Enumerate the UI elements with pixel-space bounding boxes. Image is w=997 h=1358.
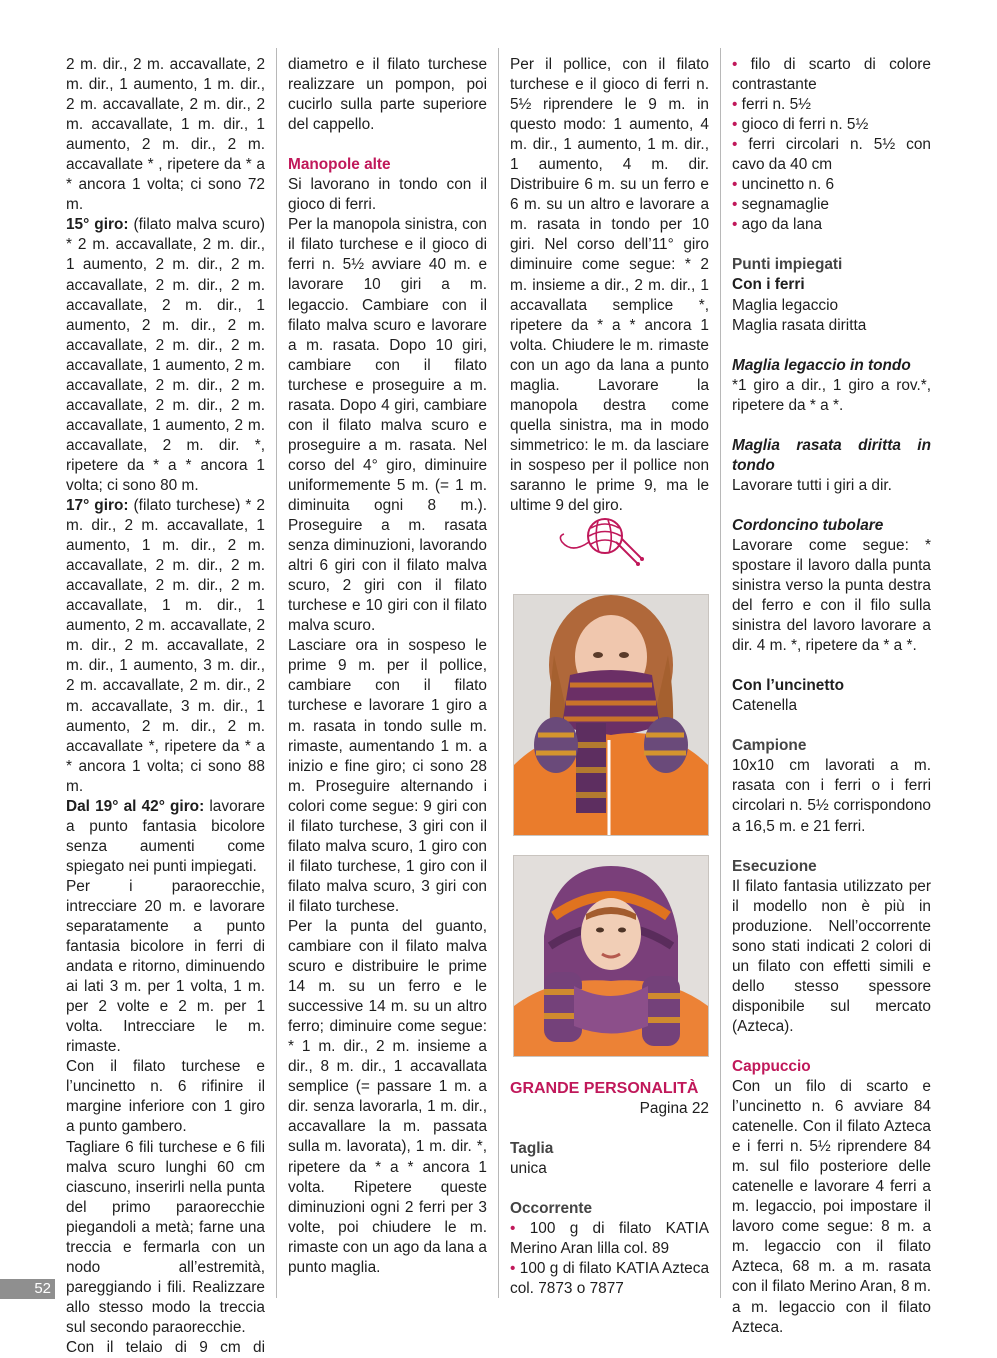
text-column-1 xyxy=(66,55,265,1358)
paragraph: Si lavorano in tondo con il gioco di ferri. xyxy=(288,176,487,214)
paragraph: Per la manopola sinistra, con il filato turchese e il gioco di ferri n. 5½ avviare 40 m. e lavorare 10 giri a m. legaccio. Cambiare con il filato malva scuro e lavorare a m. rasata. Dopo 10 giri, cambiare con il filato turchese e proseguire a m. rasata. Dopo 4 giri, cambiare con il filato malva scuro e proseguire a m. rasata. Nel corso del 4° giro, diminuire uniformemente 5 m. (= 1 m. diminuita ogni 8 m.). Proseguire a m. rasata senza diminuzioni, lavorando altri 6 giri con il filato malva scuro, 2 giri con il filato turchese e 10 giri con il filato malva scuro. xyxy=(288,216,487,635)
paragraph: Con un filo di scarto e l’uncinetto n. 6 avviare 84 catenelle. Con il filato Azteca e i ferri n. 5½ riprendere 84 m. sul filo posteriore delle catenelle e lavorare 4 ferri a m. legaccio, poi impostare il lavoro come segue: 8 m. a m. legaccio con il filato Azteca, 68 m. a m. rasata con il filato Merino Aran, 8 m. a m. legaccio con il filato Azteca. xyxy=(732,1078,931,1336)
paragraph: Per la punta del guanto, cambiare con il filato malva scuro e distribuire le prime 14 m. su un ferro e le successive 14 m. su un altro ferro; diminuire come segue: * 1 m. dir., 2 m. insieme a dir., 8 m. dir., 1 accavallata semplice (= passare 1 m. a dir. senza lavorarla, 1 m. dir., accavallare la m. passata sulla m. lavorata), 1 m. dir. *, ripetere da * a * ancora 1 volta. Ripetere queste diminuzioni ogni 2 ferri per 3 volte, poi chiudere le m. rimaste con un ago da lana a punto maglia. xyxy=(288,917,487,1276)
section-heading: Esecuzione xyxy=(732,857,817,875)
product-photo-hood xyxy=(513,855,709,1057)
stitch-heading: Maglia legaccio in tondo xyxy=(732,356,911,374)
section-heading: Occorrente xyxy=(510,1200,593,1218)
yarn-ball-icon xyxy=(558,512,644,568)
list-item: • gioco di ferri n. 5½ xyxy=(732,115,931,135)
paragraph: unica xyxy=(510,1160,547,1178)
section-heading: Taglia xyxy=(510,1140,554,1158)
paragraph-text: lavorare a punto fantasia bicolore senza aumenti come spiegato nei punti impiegati. xyxy=(66,797,265,875)
stitch-heading: Maglia rasata diritta in tondo xyxy=(732,436,931,474)
pattern-title: GRANDE PERSONALITÀ xyxy=(510,1080,699,1097)
text-column-3 xyxy=(510,55,709,516)
paragraph-text: (filato turchese) * 2 m. dir., 2 m. accavallate, 1 aumento, 1 m. dir., 2 m. accavallate, 2 m. dir., 2 m. accavallate, 2 m. dir., 2 m. accavallate, 1 m. dir., 1 aumento, 2 m. accavallate, 2 m. dir., 2 m. accavallate, 2 m. dir., 1 aumento, 3 m. dir., 2 m. accavallate, 2 m. dir., 2 m. accavallate, 3 m. dir., 1 aumento, 2 m. dir., 2 m. accavallate *, ripetere da * a * ancora 1 volta; ci sono 88 m. xyxy=(66,497,265,795)
section-heading: Campione xyxy=(732,737,807,755)
text-column-2 xyxy=(288,55,487,1278)
section-heading: Manopole alte xyxy=(288,156,391,174)
page-number: 52 xyxy=(0,1279,55,1299)
paragraph: Catenella xyxy=(732,697,798,715)
column-divider xyxy=(720,48,721,1298)
list-item: Maglia legaccio xyxy=(732,296,839,314)
paragraph: Con il telaio di 9 cm di xyxy=(66,1339,265,1356)
section-heading: Cappuccio xyxy=(732,1057,811,1075)
product-photo-scarf-mittens xyxy=(513,594,709,836)
paragraph: Il filato fantasia utilizzato per il modello non è più in produzione. Nell’occorrente sono stati indicati 2 colori di un filato con effetti simili e dello stesso spessore disponibile sul mercato (Azteca). xyxy=(732,877,931,1035)
list-item: • ferri circolari n. 5½ con cavo da 40 cm xyxy=(732,135,931,175)
stitch-heading: Cordoncino tubolare xyxy=(732,516,884,534)
text-column-4 xyxy=(732,55,931,1338)
list-item: • 100 g di filato KATIA Azteca col. 7873 o 7877 xyxy=(510,1259,709,1299)
paragraph: Per il pollice, con il filato turchese e il gioco di ferri n. 5½ riprendere le 9 m. in questo modo: 1 aumento, 4 m. dir., 1 aumento, 1 m. dir., 1 aumento, 4 m. dir. Distribuire 6 m. su un ferro e 6 m. su un altro e lavorare a m. rasata in tondo per 10 giri. Nel corso dell’11° giro diminuire come segue: * 2 m. insieme a dir., 2 m. dir., 1 accavallata semplice *, ripetere da * a * ancora 1 volta. Chiudere le m. rimaste con un ago da lana a punto maglia. Lavorare la manopola destra come quella sinistra, ma in modo simmetrico: le m. da lasciare in sospeso per il pollice non saranno le prime 9, ma le ultime 9 del giro. xyxy=(510,56,709,515)
list-item: Maglia rasata diritta xyxy=(732,316,867,334)
paragraph-text: (filato malva scuro) * 2 m. accavallate, 2 m. dir., 1 aumento, 2 m. dir., 2 m. accavallate, 2 m. dir., 2 m. accavallate, 2 m. dir., 1 aumento, 2 m. dir., 2 m. accavallate, 2 m. dir., 2 m. accavallate, 1 aumento, 2 m. accavallate, 2 m. dir., 2 m. accavallate, 2 m. dir., 2 m. accavallate, 1 aumento, 2 m. accavallate, 2 m. dir. *, ripetere da * a * ancora 1 volta; ci sono 80 m. xyxy=(66,216,266,494)
paragraph: Lasciare ora in sospeso le prime 9 m. per il pollice, cambiare con il filato turchese e lavorare 1 giro a m. rasata in tondo sulle m. rimaste, aumentando 1 m. a inizio e fine giro; ci sono 28 m. Proseguire alternando i colori come segue: 9 giri con il filato turchese, 3 giri con il filato malva scuro, 1 giro con il filato turchese, 1 giro con il filato malva scuro, 3 giri con il filato turchese. xyxy=(288,637,487,915)
column-divider xyxy=(498,48,499,1298)
column-divider xyxy=(276,48,277,1298)
list-item: • ferri n. 5½ xyxy=(732,95,931,115)
paragraph: Con il filato turchese e l’uncinetto n. 6 rifinire il margine inferiore con 1 giro a punto gambero. xyxy=(66,1058,265,1136)
page-reference: Pagina 22 xyxy=(639,1100,709,1118)
row-label: 15° giro: xyxy=(66,216,129,234)
paragraph: 10x10 cm lavorati a m. rasata con i ferri o i ferri circolari n. 5½ corrispondono a 16,5 m. e 21 ferri. xyxy=(732,757,931,835)
paragraph: Per i paraorecchie, intrecciare 20 m. e lavorare separatamente a punto fantasia bicolore in ferri di andata e ritorno, diminuendo ai lati 3 m. per 1 volta, 1 m. per 2 volte e 2 m. per 1 volta. Intrecciare le m. rimaste. xyxy=(66,877,265,1056)
list-item: • 100 g di filato KATIA Merino Aran lilla col. 89 xyxy=(510,1219,709,1259)
paragraph: Lavorare come segue: * spostare il lavoro dalla punta sinistra verso la punta destra del ferro e con il filo sulla sinistra del lavoro lavorare a dir. 4 m. *, ripetere da * a *. xyxy=(732,536,931,655)
pattern-info-block xyxy=(510,1079,709,1299)
list-item: • segnamaglie xyxy=(732,195,931,215)
row-label: Dal 19° al 42° giro: xyxy=(66,797,205,815)
paragraph xyxy=(66,215,265,496)
subheading: Con l’uncinetto xyxy=(732,677,844,695)
paragraph: Tagliare 6 fili turchese e 6 fili malva scuro lunghi 60 cm ciascuno, inserirli nella punta del primo paraorecchie piegandoli a metà; farne una treccia e fermarla con un nodo all’estremità, pareggiando i fili. Realizzare allo stesso modo la treccia sul secondo paraorecchie. xyxy=(66,1138,265,1336)
paragraph: 2 m. dir., 2 m. accavallate, 2 m. dir., 1 aumento, 1 m. dir., 2 m. accavallate, 2 m. dir., 2 m. accavallate, 1 m. dir., 1 aumento, 2 m. dir., 2 m. accavallate * , ripetere da * a * ancora 1 volta; ci sono 72 m. xyxy=(66,56,265,214)
paragraph xyxy=(66,496,265,797)
paragraph: *1 giro a dir., 1 giro a rov.*, ripetere da * a *. xyxy=(732,376,931,414)
section-heading: Punti impiegati xyxy=(732,256,843,274)
row-label: 17° giro: xyxy=(66,497,129,515)
list-item: • uncinetto n. 6 xyxy=(732,175,931,195)
list-item: • ago da lana xyxy=(732,215,931,235)
paragraph xyxy=(66,797,265,877)
paragraph: diametro e il filato turchese realizzare un pompon, poi cucirlo sulla parte superiore del cappello. xyxy=(288,56,487,134)
paragraph: Lavorare tutti i giri a dir. xyxy=(732,476,892,494)
list-item: • filo di scarto di colore contrastante xyxy=(732,55,931,95)
subheading: Con i ferri xyxy=(732,276,805,294)
